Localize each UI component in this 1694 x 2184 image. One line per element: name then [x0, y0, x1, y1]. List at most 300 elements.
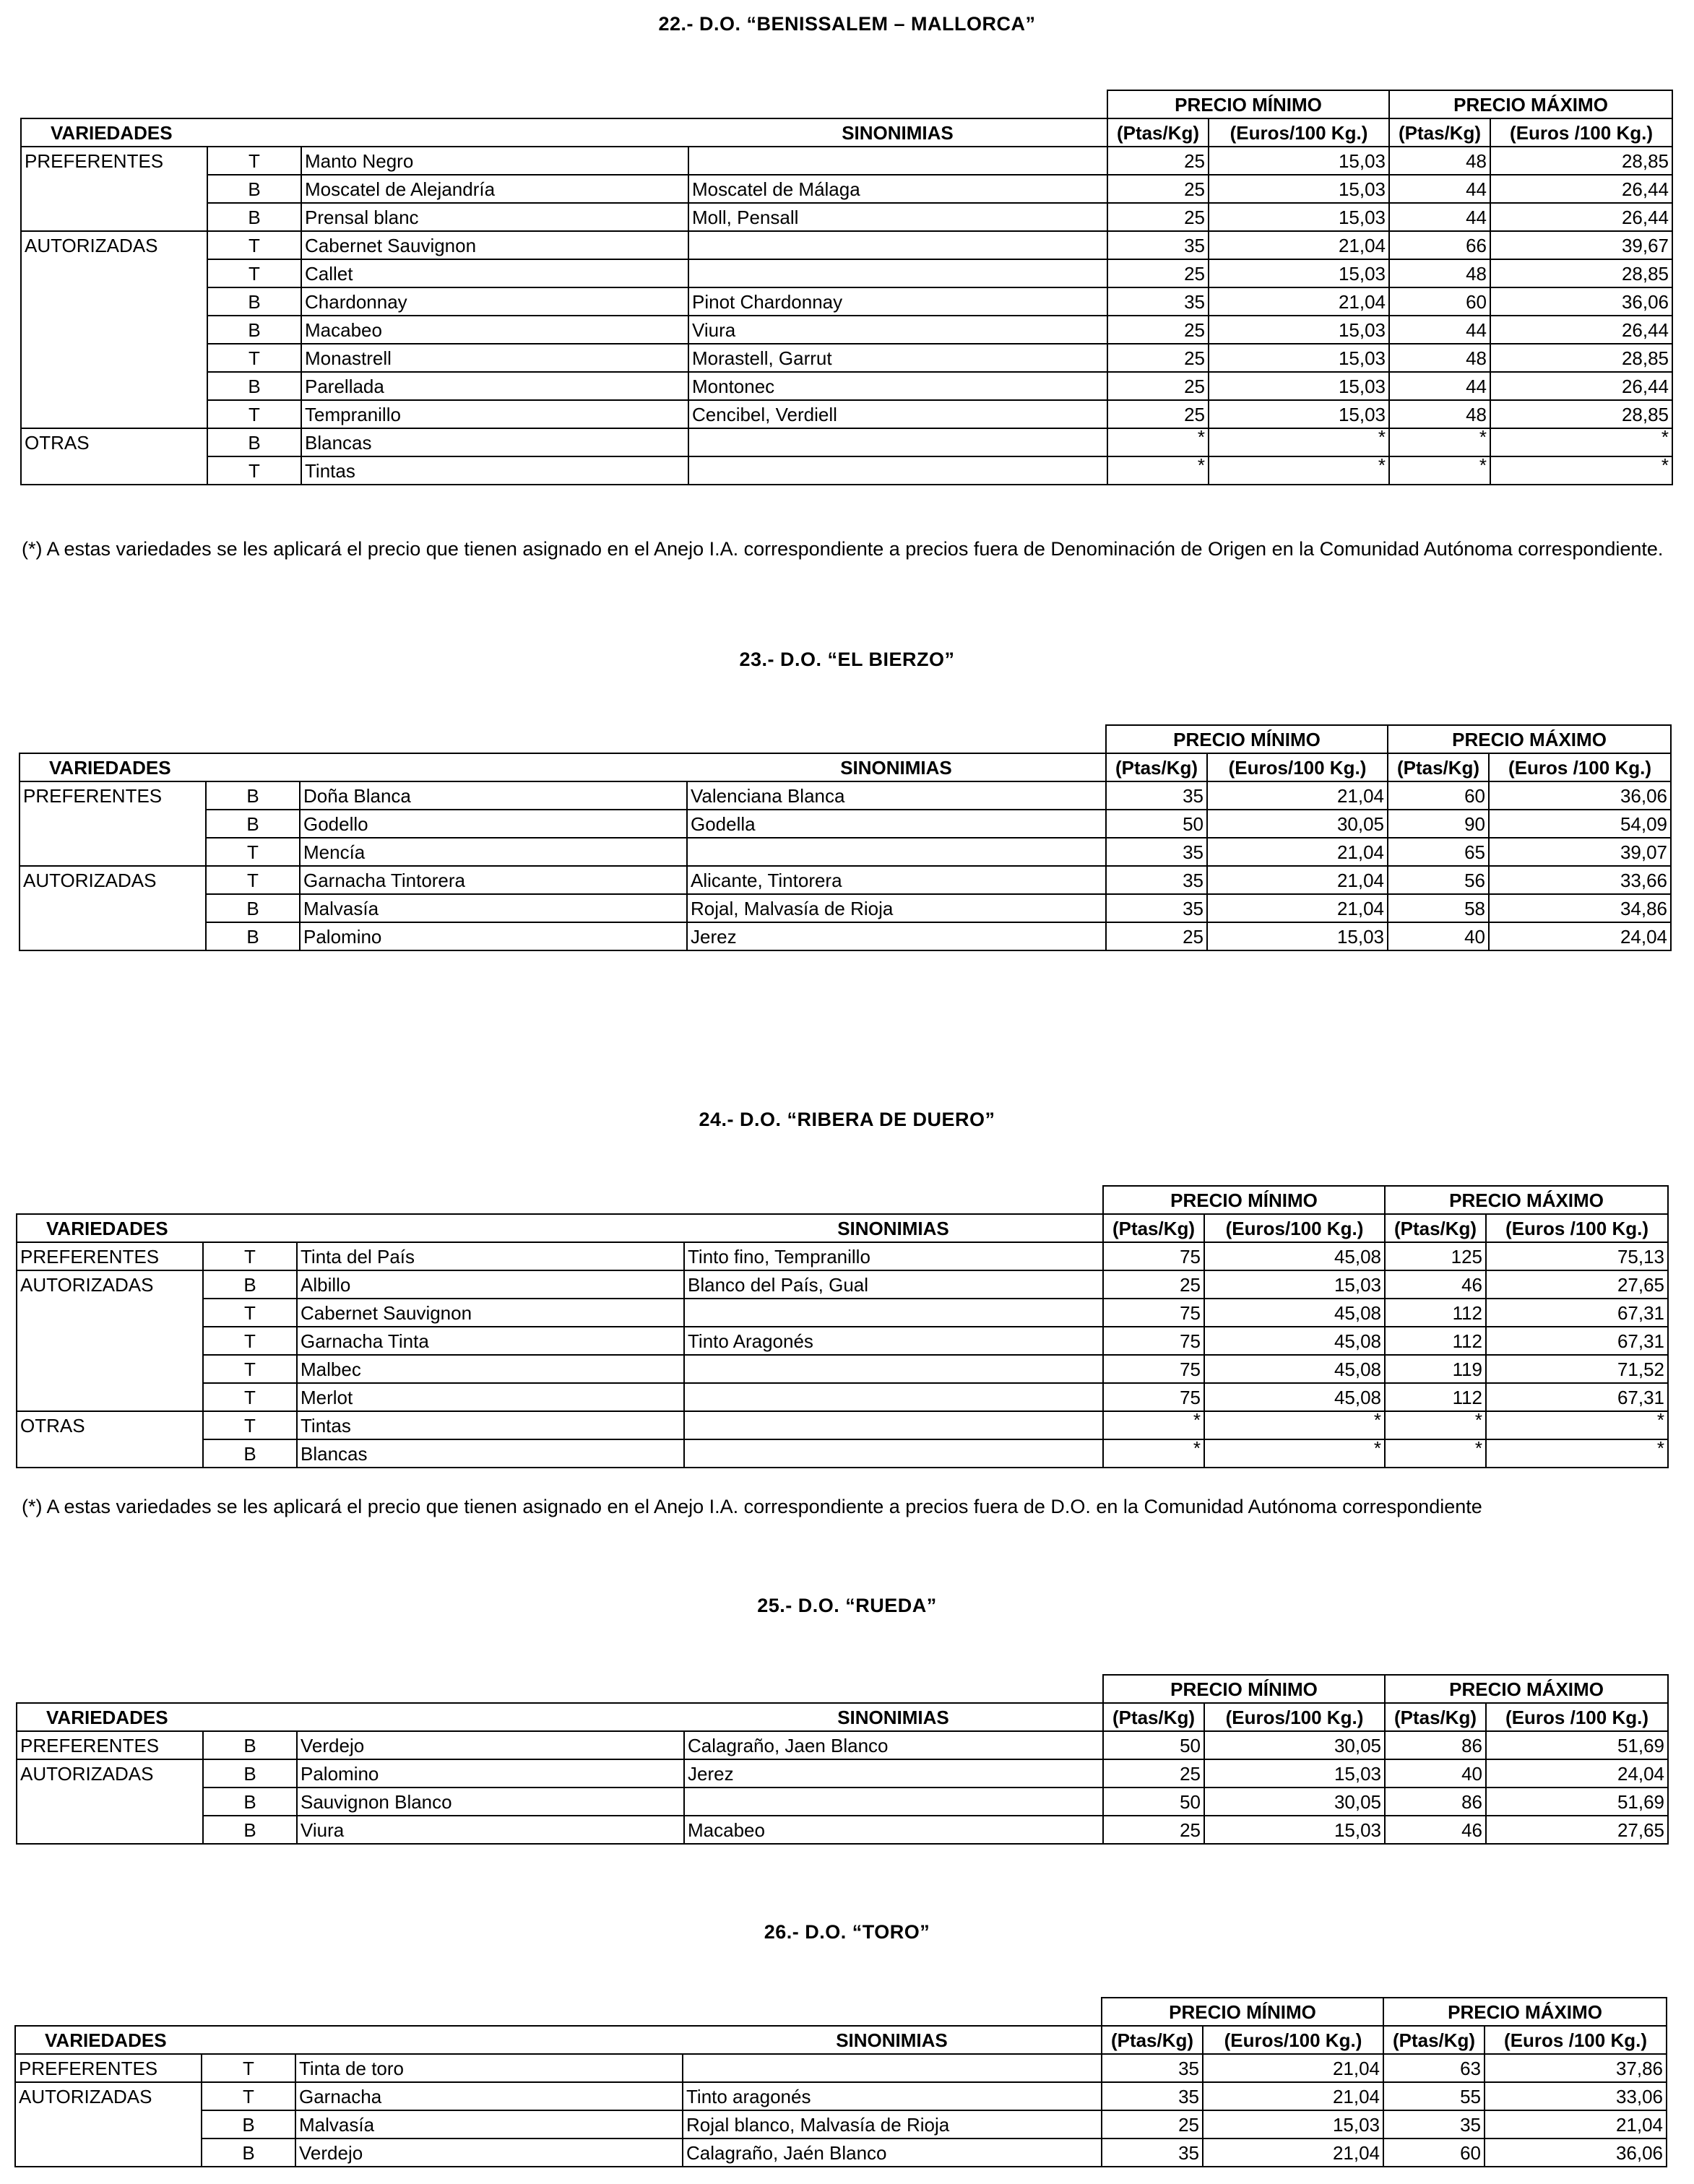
max-euros-cell: 33,66 — [1489, 866, 1671, 894]
synonyms-cell: Morastell, Garrut — [688, 344, 1107, 372]
group-cell — [21, 372, 207, 400]
max-euros-cell: * — [1486, 1439, 1668, 1468]
max-euros-cell: 39,67 — [1490, 231, 1672, 259]
max-ptas-cell: 60 — [1388, 781, 1489, 810]
type-cell: T — [203, 1327, 297, 1355]
variety-cell: Chardonnay — [301, 287, 688, 316]
synonyms-cell: Cencibel, Verdiell — [688, 400, 1107, 428]
min-euros-cell: 15,03 — [1203, 2110, 1383, 2138]
header-spacer — [17, 1675, 1103, 1703]
type-cell: T — [207, 344, 301, 372]
group-cell: OTRAS — [17, 1411, 203, 1439]
header-row — [15, 2026, 1667, 2054]
min-ptas-cell: 75 — [1103, 1383, 1204, 1411]
group-cell — [17, 1439, 203, 1468]
type-cell: B — [207, 316, 301, 344]
header-euros-min: (Euros/100 Kg.) — [1203, 2026, 1383, 2054]
group-cell — [17, 1383, 203, 1411]
type-cell: B — [206, 810, 300, 838]
type-cell: T — [207, 456, 301, 485]
header-ptas-max: (Ptas/Kg) — [1388, 753, 1489, 781]
max-ptas-cell: * — [1389, 456, 1490, 485]
max-euros-cell: * — [1486, 1411, 1668, 1439]
min-ptas-cell: 35 — [1106, 838, 1207, 866]
table-row — [17, 1327, 1668, 1355]
min-euros-cell: 15,03 — [1209, 400, 1389, 428]
max-ptas-cell: 46 — [1385, 1270, 1486, 1299]
table-row — [17, 1270, 1668, 1299]
max-ptas-cell: 112 — [1385, 1299, 1486, 1327]
synonyms-cell: Viura — [688, 316, 1107, 344]
group-cell: AUTORIZADAS — [17, 1270, 203, 1299]
min-euros-cell: 45,08 — [1204, 1299, 1385, 1327]
max-ptas-cell: 58 — [1388, 894, 1489, 922]
type-cell: B — [207, 372, 301, 400]
header-precio-minimo: PRECIO MÍNIMO — [1106, 725, 1388, 753]
section-title: 24.- D.O. “RIBERA DE DUERO” — [699, 1109, 995, 1130]
synonyms-cell — [684, 1411, 1103, 1439]
price-table — [16, 1185, 1669, 1468]
min-euros-cell: 30,05 — [1204, 1788, 1385, 1816]
synonyms-cell — [688, 456, 1107, 485]
footnote: (*) A estas variedades se les aplicará el precio que tienen asignado en el Anejo I.A. correspondiente a precios fuera de D.O. en la Comunidad Autónoma correspondiente — [22, 1496, 1482, 1517]
synonyms-cell: Tinto aragonés — [683, 2082, 1102, 2110]
max-ptas-cell: 86 — [1385, 1731, 1486, 1759]
header-sinonimias: SINONIMIAS — [684, 1214, 1103, 1242]
group-cell — [20, 894, 206, 922]
max-euros-cell: 26,44 — [1490, 316, 1672, 344]
variety-cell: Mencía — [300, 838, 687, 866]
synonyms-cell — [684, 1788, 1103, 1816]
min-euros-cell: 21,04 — [1207, 894, 1388, 922]
min-ptas-cell: 75 — [1103, 1327, 1204, 1355]
group-cell — [17, 1327, 203, 1355]
max-ptas-cell: 60 — [1383, 2138, 1485, 2167]
type-cell: T — [207, 231, 301, 259]
min-ptas-cell: 25 — [1107, 316, 1209, 344]
group-cell: AUTORIZADAS — [21, 231, 207, 259]
type-cell: T — [203, 1242, 297, 1270]
max-euros-cell: 67,31 — [1486, 1299, 1668, 1327]
synonyms-cell — [688, 147, 1107, 175]
header-variedades: VARIEDADES — [20, 753, 687, 781]
variety-cell: Garnacha Tintorera — [300, 866, 687, 894]
header-ptas-max: (Ptas/Kg) — [1385, 1703, 1486, 1731]
group-cell — [21, 456, 207, 485]
min-ptas-cell: 25 — [1107, 203, 1209, 231]
max-euros-cell: 36,06 — [1490, 287, 1672, 316]
min-ptas-cell: 25 — [1107, 372, 1209, 400]
type-cell: T — [203, 1411, 297, 1439]
max-ptas-cell: 44 — [1389, 203, 1490, 231]
min-ptas-cell: * — [1103, 1439, 1204, 1468]
table-row — [15, 2082, 1667, 2110]
footnote: (*) A estas variedades se les aplicará el precio que tienen asignado en el Anejo I.A. correspondiente a precios fuera de Denominación de Origen en la Comunidad Autónoma correspondiente. — [22, 538, 1664, 560]
header-spacer — [21, 90, 1107, 118]
group-cell: AUTORIZADAS — [20, 866, 206, 894]
max-euros-cell: 24,04 — [1486, 1759, 1668, 1788]
min-euros-cell: 21,04 — [1209, 231, 1389, 259]
type-cell: T — [202, 2054, 295, 2082]
type-cell: T — [203, 1355, 297, 1383]
max-ptas-cell: * — [1385, 1411, 1486, 1439]
group-cell — [17, 1355, 203, 1383]
variety-cell: Malvasía — [295, 2110, 683, 2138]
synonyms-cell: Rojal, Malvasía de Rioja — [687, 894, 1106, 922]
variety-cell: Tempranillo — [301, 400, 688, 428]
header-ptas-min: (Ptas/Kg) — [1102, 2026, 1203, 2054]
min-ptas-cell: 35 — [1106, 866, 1207, 894]
table-row — [20, 894, 1671, 922]
table-row — [20, 866, 1671, 894]
max-euros-cell: 37,86 — [1485, 2054, 1667, 2082]
header-sinonimias: SINONIMIAS — [683, 2026, 1102, 2054]
group-cell — [15, 2138, 202, 2167]
min-euros-cell: 30,05 — [1207, 810, 1388, 838]
group-cell: PREFERENTES — [20, 781, 206, 810]
min-euros-cell: 21,04 — [1209, 287, 1389, 316]
table-row — [15, 2110, 1667, 2138]
max-ptas-cell: 65 — [1388, 838, 1489, 866]
min-euros-cell: 15,03 — [1209, 344, 1389, 372]
variety-cell: Viura — [297, 1816, 684, 1844]
variety-cell: Merlot — [297, 1383, 684, 1411]
variety-cell: Garnacha Tinta — [297, 1327, 684, 1355]
max-euros-cell: 21,04 — [1485, 2110, 1667, 2138]
max-ptas-cell: 40 — [1385, 1759, 1486, 1788]
synonyms-cell — [687, 838, 1106, 866]
header-variedades: VARIEDADES — [21, 118, 688, 147]
variety-cell: Albillo — [297, 1270, 684, 1299]
min-ptas-cell: 25 — [1103, 1270, 1204, 1299]
max-euros-cell: 26,44 — [1490, 203, 1672, 231]
max-euros-cell: 26,44 — [1490, 372, 1672, 400]
header-row — [21, 118, 1672, 147]
min-ptas-cell: 25 — [1107, 147, 1209, 175]
group-cell: PREFERENTES — [17, 1731, 203, 1759]
header-sinonimias: SINONIMIAS — [688, 118, 1107, 147]
max-ptas-cell: 112 — [1385, 1327, 1486, 1355]
type-cell: T — [207, 147, 301, 175]
min-euros-cell: 45,08 — [1204, 1355, 1385, 1383]
min-ptas-cell: 25 — [1106, 922, 1207, 950]
min-euros-cell: 15,03 — [1209, 372, 1389, 400]
header-precio-maximo: PRECIO MÁXIMO — [1388, 725, 1671, 753]
header-ptas-min: (Ptas/Kg) — [1103, 1703, 1204, 1731]
variety-cell: Malvasía — [300, 894, 687, 922]
type-cell: T — [202, 2082, 295, 2110]
type-cell: B — [203, 1731, 297, 1759]
max-euros-cell: 27,65 — [1486, 1816, 1668, 1844]
variety-cell: Doña Blanca — [300, 781, 687, 810]
min-euros-cell: 30,05 — [1204, 1731, 1385, 1759]
max-ptas-cell: 48 — [1389, 344, 1490, 372]
max-euros-cell: 33,06 — [1485, 2082, 1667, 2110]
min-ptas-cell: 25 — [1102, 2110, 1203, 2138]
max-ptas-cell: 44 — [1389, 175, 1490, 203]
max-ptas-cell: 46 — [1385, 1816, 1486, 1844]
header-ptas-min: (Ptas/Kg) — [1106, 753, 1207, 781]
synonyms-cell — [684, 1439, 1103, 1468]
header-precio-minimo: PRECIO MÍNIMO — [1103, 1186, 1385, 1214]
table-row — [17, 1788, 1668, 1816]
max-euros-cell: 36,06 — [1489, 781, 1671, 810]
min-euros-cell: 21,04 — [1207, 838, 1388, 866]
table-row — [21, 316, 1672, 344]
group-cell — [21, 287, 207, 316]
max-euros-cell: 39,07 — [1489, 838, 1671, 866]
header-spacer — [20, 725, 1106, 753]
header-precio-maximo: PRECIO MÁXIMO — [1385, 1675, 1668, 1703]
max-euros-cell: 51,69 — [1486, 1731, 1668, 1759]
synonyms-cell — [688, 231, 1107, 259]
header-row — [20, 753, 1671, 781]
type-cell: B — [206, 781, 300, 810]
variety-cell: Tintas — [297, 1411, 684, 1439]
synonyms-cell — [684, 1383, 1103, 1411]
max-ptas-cell: 86 — [1385, 1788, 1486, 1816]
min-ptas-cell: 25 — [1107, 344, 1209, 372]
table-row — [17, 1759, 1668, 1788]
min-euros-cell: 21,04 — [1203, 2138, 1383, 2167]
min-ptas-cell: 35 — [1107, 231, 1209, 259]
min-euros-cell: 15,03 — [1204, 1270, 1385, 1299]
max-ptas-cell: 44 — [1389, 316, 1490, 344]
min-ptas-cell: 35 — [1102, 2054, 1203, 2082]
type-cell: T — [207, 259, 301, 287]
type-cell: T — [203, 1383, 297, 1411]
synonyms-cell: Moscatel de Málaga — [688, 175, 1107, 203]
type-cell: B — [202, 2138, 295, 2167]
variety-cell: Godello — [300, 810, 687, 838]
max-ptas-cell: 48 — [1389, 147, 1490, 175]
min-ptas-cell: 75 — [1103, 1355, 1204, 1383]
min-ptas-cell: * — [1107, 456, 1209, 485]
table-row — [21, 428, 1672, 456]
max-euros-cell: 28,85 — [1490, 344, 1672, 372]
min-ptas-cell: 25 — [1107, 259, 1209, 287]
synonyms-cell: Blanco del País, Gual — [684, 1270, 1103, 1299]
min-euros-cell: 15,03 — [1209, 147, 1389, 175]
table-row — [21, 344, 1672, 372]
min-ptas-cell: * — [1103, 1411, 1204, 1439]
type-cell: B — [203, 1788, 297, 1816]
section-title: 22.- D.O. “BENISSALEM – MALLORCA” — [658, 13, 1036, 35]
max-euros-cell: 27,65 — [1486, 1270, 1668, 1299]
synonyms-cell — [688, 428, 1107, 456]
type-cell: B — [202, 2110, 295, 2138]
table-row — [21, 287, 1672, 316]
min-ptas-cell: 25 — [1103, 1816, 1204, 1844]
group-cell — [21, 175, 207, 203]
max-ptas-cell: 63 — [1383, 2054, 1485, 2082]
variety-cell: Verdejo — [295, 2138, 683, 2167]
group-cell — [20, 838, 206, 866]
max-ptas-cell: 119 — [1385, 1355, 1486, 1383]
synonyms-cell: Jerez — [684, 1759, 1103, 1788]
group-cell: PREFERENTES — [15, 2054, 202, 2082]
header-row — [21, 90, 1672, 118]
min-euros-cell: * — [1204, 1439, 1385, 1468]
synonyms-cell — [684, 1355, 1103, 1383]
table-row — [21, 372, 1672, 400]
max-ptas-cell: 112 — [1385, 1383, 1486, 1411]
header-euros-min: (Euros/100 Kg.) — [1209, 118, 1389, 147]
price-table — [16, 1674, 1669, 1845]
min-euros-cell: * — [1209, 456, 1389, 485]
max-euros-cell: 54,09 — [1489, 810, 1671, 838]
price-table — [14, 1997, 1667, 2167]
header-variedades: VARIEDADES — [17, 1214, 684, 1242]
type-cell: B — [203, 1759, 297, 1788]
max-ptas-cell: 60 — [1389, 287, 1490, 316]
min-ptas-cell: 25 — [1107, 400, 1209, 428]
type-cell: B — [207, 175, 301, 203]
max-ptas-cell: 56 — [1388, 866, 1489, 894]
group-cell — [21, 400, 207, 428]
max-euros-cell: 28,85 — [1490, 147, 1672, 175]
max-ptas-cell: 44 — [1389, 372, 1490, 400]
table-row — [21, 456, 1672, 485]
group-cell — [21, 344, 207, 372]
header-row — [17, 1186, 1668, 1214]
group-cell — [21, 259, 207, 287]
min-ptas-cell: 25 — [1103, 1759, 1204, 1788]
price-table — [19, 724, 1672, 951]
header-row — [17, 1675, 1668, 1703]
type-cell: B — [203, 1270, 297, 1299]
header-precio-maximo: PRECIO MÁXIMO — [1383, 1998, 1667, 2026]
type-cell: B — [206, 922, 300, 950]
synonyms-cell: Rojal blanco, Malvasía de Rioja — [683, 2110, 1102, 2138]
min-euros-cell: 21,04 — [1203, 2054, 1383, 2082]
synonyms-cell: Calagraño, Jaén Blanco — [683, 2138, 1102, 2167]
type-cell: B — [207, 428, 301, 456]
table-row — [21, 147, 1672, 175]
synonyms-cell: Moll, Pensall — [688, 203, 1107, 231]
table-row — [17, 1816, 1668, 1844]
type-cell: B — [203, 1816, 297, 1844]
min-ptas-cell: 50 — [1103, 1788, 1204, 1816]
table-row — [17, 1355, 1668, 1383]
table-row — [21, 203, 1672, 231]
header-row — [20, 725, 1671, 753]
synonyms-cell: Alicante, Tintorera — [687, 866, 1106, 894]
max-ptas-cell: * — [1389, 428, 1490, 456]
max-euros-cell: 28,85 — [1490, 259, 1672, 287]
variety-cell: Monastrell — [301, 344, 688, 372]
synonyms-cell: Calagraño, Jaen Blanco — [684, 1731, 1103, 1759]
max-euros-cell: 36,06 — [1485, 2138, 1667, 2167]
max-euros-cell: 71,52 — [1486, 1355, 1668, 1383]
section-title: 26.- D.O. “TORO” — [764, 1921, 930, 1943]
max-euros-cell: 28,85 — [1490, 400, 1672, 428]
header-precio-minimo: PRECIO MÍNIMO — [1103, 1675, 1385, 1703]
header-euros-max: (Euros /100 Kg.) — [1489, 753, 1671, 781]
table-row — [20, 781, 1671, 810]
variety-cell: Palomino — [297, 1759, 684, 1788]
min-euros-cell: 15,03 — [1209, 175, 1389, 203]
max-ptas-cell: 66 — [1389, 231, 1490, 259]
synonyms-cell: Godella — [687, 810, 1106, 838]
header-euros-max: (Euros /100 Kg.) — [1485, 2026, 1667, 2054]
min-euros-cell: * — [1204, 1411, 1385, 1439]
table-row — [21, 231, 1672, 259]
synonyms-cell — [683, 2054, 1102, 2082]
table-row — [17, 1242, 1668, 1270]
group-cell: PREFERENTES — [17, 1242, 203, 1270]
header-ptas-max: (Ptas/Kg) — [1389, 118, 1490, 147]
type-cell: T — [206, 838, 300, 866]
variety-cell: Callet — [301, 259, 688, 287]
max-ptas-cell: * — [1385, 1439, 1486, 1468]
group-cell — [17, 1788, 203, 1816]
header-euros-max: (Euros /100 Kg.) — [1486, 1214, 1668, 1242]
type-cell: T — [203, 1299, 297, 1327]
group-cell: AUTORIZADAS — [17, 1759, 203, 1788]
variety-cell: Parellada — [301, 372, 688, 400]
header-euros-min: (Euros/100 Kg.) — [1207, 753, 1388, 781]
table-row — [20, 838, 1671, 866]
max-euros-cell: 24,04 — [1489, 922, 1671, 950]
min-ptas-cell: 35 — [1102, 2082, 1203, 2110]
type-cell: B — [203, 1439, 297, 1468]
type-cell: T — [207, 400, 301, 428]
synonyms-cell: Montonec — [688, 372, 1107, 400]
group-cell: OTRAS — [21, 428, 207, 456]
table-row — [20, 922, 1671, 950]
section-title: 23.- D.O. “EL BIERZO” — [739, 649, 955, 670]
max-ptas-cell: 55 — [1383, 2082, 1485, 2110]
variety-cell: Palomino — [300, 922, 687, 950]
min-euros-cell: 45,08 — [1204, 1327, 1385, 1355]
min-euros-cell: 15,03 — [1207, 922, 1388, 950]
min-ptas-cell: 50 — [1103, 1731, 1204, 1759]
min-ptas-cell: 35 — [1106, 894, 1207, 922]
header-ptas-max: (Ptas/Kg) — [1385, 1214, 1486, 1242]
variety-cell: Cabernet Sauvignon — [301, 231, 688, 259]
synonyms-cell: Tinto fino, Tempranillo — [684, 1242, 1103, 1270]
min-euros-cell: 15,03 — [1209, 203, 1389, 231]
variety-cell: Tinta del País — [297, 1242, 684, 1270]
header-euros-max: (Euros /100 Kg.) — [1490, 118, 1672, 147]
variety-cell: Prensal blanc — [301, 203, 688, 231]
type-cell: T — [206, 866, 300, 894]
price-table — [20, 90, 1673, 485]
variety-cell: Moscatel de Alejandría — [301, 175, 688, 203]
header-euros-min: (Euros/100 Kg.) — [1204, 1703, 1385, 1731]
min-ptas-cell: 50 — [1106, 810, 1207, 838]
variety-cell: Tintas — [301, 456, 688, 485]
group-cell — [20, 810, 206, 838]
max-ptas-cell: 40 — [1388, 922, 1489, 950]
header-spacer — [15, 1998, 1102, 2026]
variety-cell: Blancas — [301, 428, 688, 456]
table-row — [20, 810, 1671, 838]
min-ptas-cell: 35 — [1106, 781, 1207, 810]
min-ptas-cell: 75 — [1103, 1242, 1204, 1270]
header-ptas-min: (Ptas/Kg) — [1103, 1214, 1204, 1242]
type-cell: B — [207, 203, 301, 231]
max-euros-cell: 67,31 — [1486, 1383, 1668, 1411]
group-cell — [21, 203, 207, 231]
min-ptas-cell: 25 — [1107, 175, 1209, 203]
min-ptas-cell: 35 — [1107, 287, 1209, 316]
header-ptas-max: (Ptas/Kg) — [1383, 2026, 1485, 2054]
max-ptas-cell: 48 — [1389, 259, 1490, 287]
variety-cell: Cabernet Sauvignon — [297, 1299, 684, 1327]
max-euros-cell: 75,13 — [1486, 1242, 1668, 1270]
